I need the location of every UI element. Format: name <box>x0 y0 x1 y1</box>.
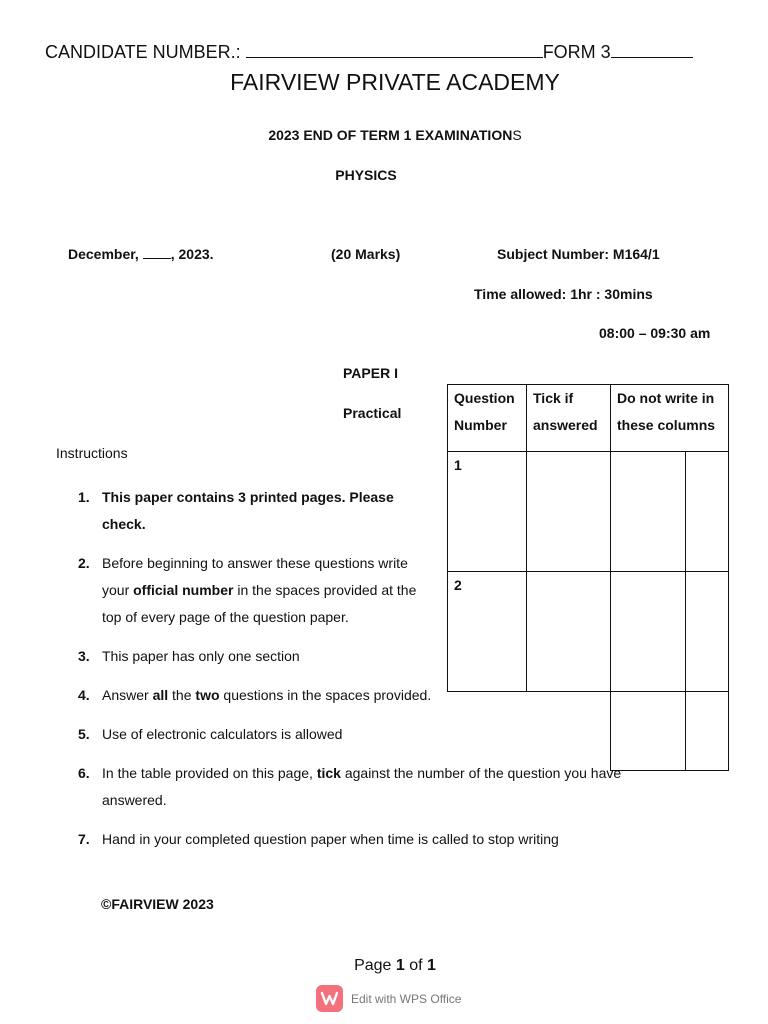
candidate-number-line <box>45 42 693 63</box>
examiner-cell <box>685 452 728 572</box>
table-header-row <box>448 385 729 452</box>
item-text: Use of electronic calculators is allowed <box>102 726 343 742</box>
wps-edit-label: Edit with WPS Office <box>351 991 462 1006</box>
question-number-cell: 1 <box>448 452 527 572</box>
total-row <box>448 692 729 771</box>
item-number: 3. <box>78 648 90 664</box>
exam-title-main: 2023 END OF TERM 1 EXAMINATION <box>268 127 513 143</box>
form-label: FORM 3 <box>542 42 611 62</box>
instructions-heading: Instructions <box>56 445 128 461</box>
time-range: 08:00 – 09:30 am <box>599 325 711 341</box>
total-cell <box>685 692 728 771</box>
header-do-not-write: Do not write in these columns <box>611 385 729 452</box>
candidate-number-label: CANDIDATE NUMBER.: <box>45 42 246 62</box>
list-item: 4. Answer all the two questions in the spaces provided. <box>78 682 438 709</box>
table-row <box>448 452 729 572</box>
item-number: 1. <box>78 489 90 505</box>
list-item <box>78 484 438 538</box>
item-number: 6. <box>78 765 90 781</box>
tick-cell[interactable] <box>527 452 611 572</box>
subject-number: Subject Number: M164/1 <box>497 246 660 262</box>
paper-label: PAPER I <box>343 365 398 381</box>
exam-title-tail: S <box>512 127 522 143</box>
candidate-number-blank <box>246 57 543 58</box>
emphasis: official number <box>133 582 234 598</box>
copyright: ©FAIRVIEW 2023 <box>101 896 214 912</box>
date-suffix: , 2023. <box>170 246 214 262</box>
date-day-blank <box>143 258 171 259</box>
item-number: 4. <box>78 687 90 703</box>
form-blank <box>611 57 693 58</box>
examiner-cell <box>685 572 728 692</box>
instructions-list <box>78 484 622 865</box>
list-item: 2. Before beginning to answer these questions write your official number in the spaces provided at the top of every page of the question paper. <box>78 550 438 631</box>
examiner-cell <box>611 452 686 572</box>
time-allowed: Time allowed: 1hr : 30mins <box>474 286 653 302</box>
list-item <box>78 721 438 748</box>
list-item <box>78 826 702 853</box>
item-text: Hand in your completed question paper when time is called to stop writing <box>102 831 559 847</box>
exam-title <box>0 127 768 143</box>
total-marks: (20 Marks) <box>331 246 401 262</box>
total-cell <box>611 692 686 771</box>
emphasis: two <box>195 687 220 703</box>
wps-logo-icon <box>316 985 343 1012</box>
exam-date <box>68 246 214 262</box>
list-item: 6. In the table provided on this page, tick against the number of the question you have answered. <box>78 760 702 814</box>
emphasis: all <box>152 687 169 703</box>
question-number-cell: 2 <box>448 572 527 692</box>
item-text: This paper has only one section <box>102 648 300 664</box>
page-number: Page 1 of 1 <box>354 957 436 974</box>
list-item <box>78 643 438 670</box>
school-title: FAIRVIEW PRIVATE ACADEMY <box>230 69 560 95</box>
item-text: This paper contains 3 printed pages. Please check. <box>102 489 394 532</box>
item-number: 7. <box>78 831 90 847</box>
wps-edit-badge[interactable] <box>316 985 461 1012</box>
date-prefix: December, <box>68 246 143 262</box>
examiner-cell <box>611 572 686 692</box>
header-question-number: Question Number <box>448 385 527 452</box>
table-row <box>448 572 729 692</box>
subject-title: PHYSICS <box>335 167 397 183</box>
header-tick-if-answered: Tick if answered <box>527 385 611 452</box>
emphasis: tick <box>316 765 341 781</box>
tick-cell[interactable] <box>527 572 611 692</box>
item-number: 2. <box>78 555 90 571</box>
practical-label: Practical <box>343 405 402 421</box>
item-number: 5. <box>78 726 90 742</box>
question-tick-table <box>447 384 729 771</box>
